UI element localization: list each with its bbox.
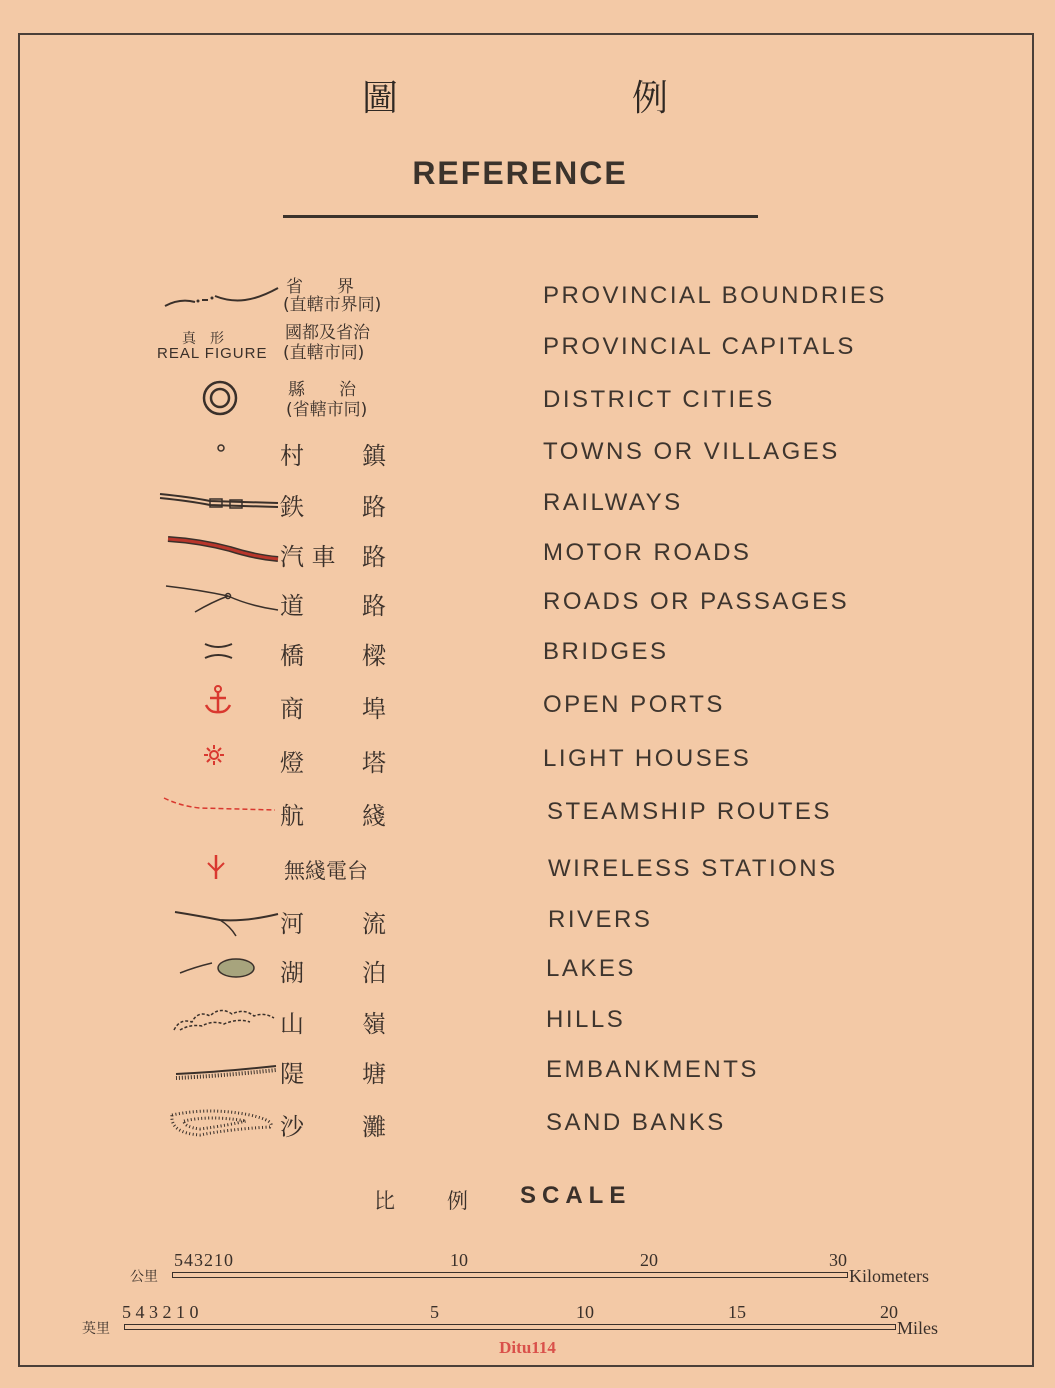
scale-title <box>0 1182 1055 1222</box>
cn-label-2: 塘 <box>362 1060 386 1088</box>
cn-label-1: 沙 <box>280 1113 304 1141</box>
river-icon <box>150 896 280 946</box>
cn-label-1: 燈 <box>280 749 304 777</box>
title-chinese <box>0 70 1055 120</box>
anchor-icon <box>150 681 280 731</box>
watermark: Ditu114 <box>499 1338 556 1357</box>
motor-road-icon <box>150 529 280 579</box>
cn-label-1: 橋 <box>280 642 304 670</box>
legend-row-railways <box>0 479 1055 529</box>
en-label: TOWNS OR VILLAGES <box>543 438 840 465</box>
title-cn-char-2: 例 <box>632 78 669 119</box>
en-label: BRIDGES <box>543 638 669 665</box>
title-cn-char-1: 圖 <box>362 78 399 119</box>
en-label: LIGHT HOUSES <box>543 745 752 772</box>
legend-row-lakes <box>0 945 1055 995</box>
km-tick: 20 <box>640 1250 658 1270</box>
en-label: PROVINCIAL CAPITALS <box>543 333 856 360</box>
embankment-icon <box>150 1046 280 1096</box>
lighthouse-icon <box>150 735 280 785</box>
title-reference: REFERENCE <box>412 155 628 191</box>
km-bar <box>172 1272 848 1278</box>
cn-label-top: 國都及省治 <box>285 323 370 343</box>
km-ticks-left: 543210 <box>174 1250 234 1270</box>
cn-label-2: 路 <box>362 493 386 521</box>
scale-cn-char-2: 例 <box>447 1189 468 1213</box>
scale-en: SCALE <box>520 1182 632 1209</box>
legend-row-roads <box>0 578 1055 628</box>
cn-label-1: 鉄 <box>280 493 304 521</box>
legend-row-sand-banks <box>0 1099 1055 1149</box>
mile-bar <box>124 1324 896 1330</box>
cn-label-1: 隄 <box>280 1060 304 1088</box>
cn-label-2: 綫 <box>362 802 386 830</box>
cn-label-1: 無綫電台 <box>284 859 368 883</box>
cn-label-2: 灘 <box>362 1113 386 1141</box>
en-label: SAND BANKS <box>546 1109 726 1136</box>
cn-label-bottom: (直轄市界同) <box>283 295 382 315</box>
cn-label-bottom: (省轄市同) <box>286 400 368 420</box>
cn-label-2: 路 <box>362 543 386 571</box>
road-icon <box>150 578 280 628</box>
cn-label-top: 省 界 <box>286 277 354 297</box>
legend-row-embankments <box>0 1046 1055 1096</box>
en-label: LAKES <box>546 955 636 982</box>
town-icon <box>150 428 280 478</box>
en-label: ROADS OR PASSAGES <box>543 588 850 615</box>
lake-icon <box>150 945 280 995</box>
legend-row-provincial-capitals <box>0 323 1055 373</box>
cn-label-2: 樑 <box>362 642 386 670</box>
mile-label-cn: 英里 <box>82 1321 110 1337</box>
hill-icon <box>150 996 280 1046</box>
cn-label-2: 嶺 <box>362 1010 386 1038</box>
mile-tick: 15 <box>728 1302 746 1322</box>
cn-label-1: 湖 <box>280 959 304 987</box>
sand-bank-icon <box>150 1099 280 1149</box>
cn-label-2: 塔 <box>362 749 386 777</box>
legend-row-district-cities <box>0 376 1055 426</box>
cn-label-top: 縣 治 <box>288 380 356 400</box>
cn-label-2: 泊 <box>362 959 386 987</box>
cn-label-2: 流 <box>362 910 386 938</box>
km-tick: 10 <box>450 1250 468 1270</box>
wireless-station-icon <box>150 845 280 895</box>
scale-cn-char-1: 比 <box>374 1189 395 1213</box>
en-label: MOTOR ROADS <box>543 539 752 566</box>
real-figure-en: REAL FIGURE <box>157 345 268 362</box>
cn-label-1: 道 <box>280 592 304 620</box>
cn-label-bottom: (直轄市同) <box>283 343 365 363</box>
district-city-icon <box>150 376 280 426</box>
legend-row-steamship-routes <box>0 788 1055 838</box>
legend-row-open-ports <box>0 681 1055 731</box>
en-label: STEAMSHIP ROUTES <box>547 798 832 825</box>
legend-row-hills <box>0 996 1055 1046</box>
mile-tick: 20 <box>880 1302 898 1322</box>
en-label: OPEN PORTS <box>543 691 725 718</box>
railway-icon <box>150 479 280 529</box>
cn-label-1: 河 <box>280 910 304 938</box>
en-label: WIRELESS STATIONS <box>548 855 838 882</box>
km-label-cn: 公里 <box>130 1269 158 1285</box>
legend-row-provincial-boundries <box>0 272 1055 322</box>
km-tick: 30 <box>829 1250 847 1270</box>
cn-label-1: 航 <box>280 802 304 830</box>
km-unit: Kilometers <box>849 1266 929 1286</box>
legend-row-wireless-stations <box>0 845 1055 895</box>
en-label: RAILWAYS <box>543 489 683 516</box>
mile-tick: 10 <box>576 1302 594 1322</box>
en-label: PROVINCIAL BOUNDRIES <box>543 282 887 309</box>
cn-label-2: 埠 <box>362 695 386 723</box>
title-rule <box>283 215 758 218</box>
legend-row-rivers <box>0 896 1055 946</box>
bridge-icon <box>150 628 280 678</box>
en-label: EMBANKMENTS <box>546 1056 759 1083</box>
cn-label-2: 路 <box>362 592 386 620</box>
en-label: RIVERS <box>548 906 653 933</box>
legend-row-motor-roads <box>0 529 1055 579</box>
steamship-route-icon <box>150 788 280 838</box>
legend-row-light-houses <box>0 735 1055 785</box>
cn-label-1: 商 <box>280 695 304 723</box>
provincial-boundary-icon <box>150 272 280 322</box>
legend-row-bridges <box>0 628 1055 678</box>
en-label: HILLS <box>546 1006 626 1033</box>
en-label: DISTRICT CITIES <box>543 386 775 413</box>
real-figure-cn: 真 形 <box>182 331 224 347</box>
cn-label-2: 鎮 <box>362 442 386 470</box>
cn-label-1: 汽 車 <box>280 543 336 571</box>
mile-unit: Miles <box>897 1318 939 1338</box>
legend-row-towns <box>0 428 1055 478</box>
cn-label-1: 村 <box>280 442 304 470</box>
cn-label-1: 山 <box>280 1010 304 1038</box>
mile-ticks-left: 5 4 3 2 1 0 <box>122 1302 199 1322</box>
mile-tick: 5 <box>430 1302 439 1322</box>
